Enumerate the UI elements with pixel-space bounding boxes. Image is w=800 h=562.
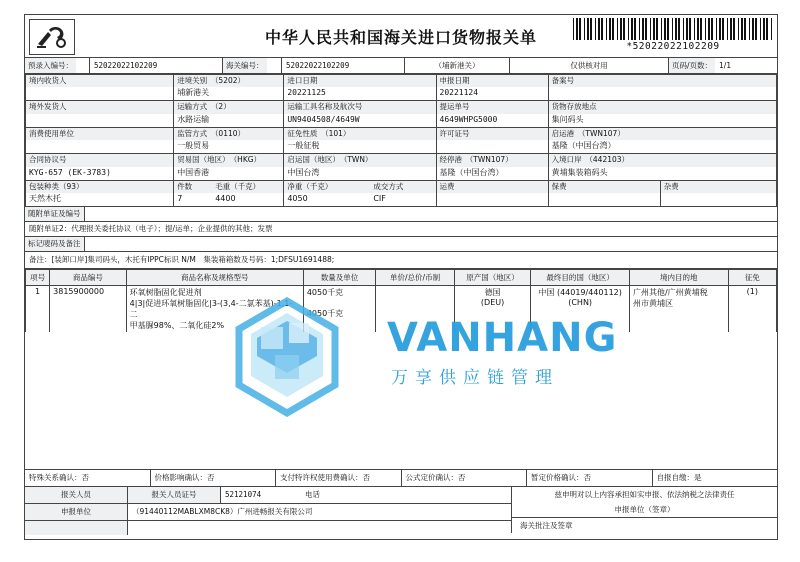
- levy-label: 征免性质: [287, 128, 318, 138]
- footer-right: [512, 487, 777, 533]
- load-port-name: 基隆（中国台湾）: [439, 167, 504, 177]
- transport-mode-code: （2）: [214, 102, 231, 112]
- pieces-value: 7: [177, 193, 183, 203]
- goods-section: [25, 269, 777, 470]
- grid-row-2: [26, 101, 777, 127]
- transport-mode-label: 运输方式: [177, 102, 208, 112]
- row-exempt: (1): [728, 285, 776, 332]
- declare-cert-value: 52121074: [225, 490, 262, 500]
- import-customs-label: 进境关别: [177, 76, 208, 85]
- net-label: 净重（千克）: [284, 181, 370, 193]
- contract-label: 合同协议号: [26, 154, 173, 166]
- row-name-line-2: 4|3|促进环氧树脂固化|3-(3,4-二氯苯基)-1,1-二: [129, 298, 293, 319]
- royalty-confirm: 支付特许权使用费确认：否: [276, 470, 402, 486]
- row-no: 1: [26, 285, 50, 332]
- top-info-row: [25, 58, 777, 74]
- customs-no-label-cell: [223, 58, 282, 73]
- page-label: 页码/页数：: [669, 58, 715, 73]
- pre-entry-value-cell: [90, 58, 223, 73]
- declare-date-value: 20221124: [439, 88, 479, 98]
- declare-blank-value: [128, 523, 138, 532]
- trade-country-code: （HKG）: [233, 155, 262, 165]
- trade-country-name: 中国香港: [177, 167, 210, 177]
- customs-no-label: 海关编号：: [223, 58, 267, 73]
- cell-transport-mode: [174, 101, 284, 127]
- cell-supervision: [174, 127, 284, 153]
- row-name-line-3: 甲基脲98%、二氧化硅2%: [129, 320, 225, 330]
- declare-date-label: 申报日期: [437, 75, 548, 87]
- col-origin: 原产国（地区）: [454, 269, 531, 285]
- declare-blank-label: [25, 521, 128, 535]
- package-value: 天然木托: [29, 193, 61, 203]
- cell-bill-no: [436, 101, 548, 127]
- terms-label: 成交方式: [370, 181, 435, 193]
- cell-insurance: [548, 180, 660, 206]
- row-origin-code: (DEU): [480, 297, 505, 307]
- cell-remark-no: [548, 75, 776, 101]
- cell-consignee: [26, 75, 174, 101]
- row-domestic-dest-line-1: 广州其他/广州黄埔税: [632, 287, 708, 297]
- customs-approval-row: [512, 518, 777, 534]
- goods-table: [25, 269, 777, 332]
- consignee-label: 境内收货人: [26, 75, 173, 87]
- storage-value: 集问码头: [551, 114, 584, 124]
- col-code: 商品编号: [50, 269, 127, 285]
- formula-price-confirm: 公式定价确认：否: [402, 470, 528, 486]
- declare-blank-row: [25, 521, 511, 535]
- vessel-label: 运输工具名称及航次号: [284, 101, 435, 113]
- audit-only-text: 仅供核对用: [570, 61, 608, 70]
- supervision-name: 一般贸易: [177, 141, 210, 151]
- supervision-code: （0110）: [214, 128, 246, 138]
- attachment-value-row: [25, 222, 777, 237]
- row-dest: [531, 285, 630, 332]
- row-dest-code: (CHN): [568, 297, 593, 307]
- cell-gross: [212, 181, 283, 206]
- load-port-label: 经停港: [439, 155, 463, 165]
- entry-port-label: 入境口岸: [551, 155, 582, 165]
- declare-cert-label: 报关人员证号: [128, 487, 221, 503]
- port-note: （埔新港关）: [434, 61, 480, 70]
- oversea-consignor-label: 境外发货人: [26, 101, 173, 113]
- cell-load-port: [436, 154, 548, 180]
- self-declare-confirm: 自报自缴：是: [656, 473, 702, 483]
- transport-mode-name: 水路运输: [177, 114, 210, 124]
- cell-pieces-gross: [174, 180, 284, 206]
- watermark-brand-cn: 万享供应链管理: [391, 367, 559, 388]
- bill-label: 提运单号: [437, 101, 548, 113]
- form-header: [25, 15, 777, 58]
- watermark-brand-en: VANHANG: [387, 314, 618, 361]
- cell-storage: [548, 101, 776, 127]
- row-qty-line-3: 4050千克: [306, 308, 344, 318]
- row-qty: [303, 285, 375, 332]
- cell-package: [26, 180, 174, 206]
- gross-label: 毛重（千克）: [212, 181, 283, 193]
- cell-declare-date: [436, 75, 548, 101]
- cell-levy: [284, 127, 436, 153]
- attachment-value: 随附单证2：代理报关委托协议（电子）；提/运单；企业提供的其他；发票: [29, 224, 273, 234]
- pre-entry-label-cell: [25, 58, 90, 73]
- row-name-line-1: 环氧树脂固化促进剂: [129, 287, 202, 297]
- cell-misc: [660, 180, 776, 206]
- package-label: 包装种类（93）: [26, 181, 173, 193]
- footer-left: [25, 487, 512, 533]
- marks-value-row: [25, 252, 777, 269]
- declare-unit-row: [25, 504, 511, 521]
- marks-value: 备注：[装卸口岸]集司码头，木托有IPPC标识 N/M 集装箱箱数及号码：1;DFSU1691488;: [29, 255, 335, 265]
- customs-approval-label: 海关批注及签章: [520, 521, 573, 531]
- declaration-form: [24, 14, 778, 540]
- grid-row-1: [26, 75, 777, 101]
- license-value: [437, 140, 548, 143]
- port-note-cell: [405, 58, 510, 73]
- dispatch-country-label: 启运国（地区）: [287, 155, 337, 165]
- license-label: 许可证号: [437, 128, 548, 140]
- attachment-label: 随附单证及编号: [25, 207, 85, 221]
- cell-vessel: [284, 101, 436, 127]
- attachment-header-row: [25, 207, 777, 222]
- levy-name: 一般征税: [287, 141, 320, 151]
- row-domestic-dest-line-2: 州市黄埔区: [632, 298, 673, 308]
- import-customs-name: 埔新港关: [177, 88, 210, 98]
- oversea-consignor-value: [26, 114, 173, 127]
- freight-value: [437, 193, 548, 206]
- cell-entry-port: [548, 154, 776, 180]
- confirmation-row: [25, 470, 777, 487]
- col-qty: 数量及单位: [303, 269, 375, 285]
- row-dest-name: 中国 (44019/440112): [538, 287, 622, 297]
- row-name: [126, 285, 303, 332]
- insurance-value: [549, 193, 660, 206]
- vessel-value: UN9404508/4649W: [287, 114, 360, 124]
- entry-port-code: （442103）: [589, 155, 630, 165]
- cell-contract: [26, 154, 174, 180]
- misc-value: [661, 193, 776, 206]
- dispatch-country-code: （TWN）: [343, 155, 373, 165]
- cell-pieces: [174, 181, 212, 206]
- declare-person-row: [25, 487, 511, 504]
- cell-oversea-consignor: [26, 101, 174, 127]
- cell-terms: [370, 181, 435, 206]
- grid-row-5: [26, 180, 777, 206]
- dispatch-country-name: 中国台湾: [287, 167, 320, 177]
- col-name: 商品名称及规格型号: [126, 269, 303, 285]
- dispatch-port-label: 启运港: [551, 128, 575, 138]
- goods-table-header: [26, 269, 777, 285]
- terms-value: CIF: [373, 193, 386, 203]
- bill-value: 4649WHPG5000: [439, 114, 498, 124]
- load-port-code: （TWN107）: [469, 155, 513, 165]
- dispatch-port-code: （TWN107）: [581, 128, 625, 138]
- special-relation-confirm: 特殊关系确认：否: [25, 470, 151, 486]
- row-origin-name: 德国: [484, 287, 501, 297]
- customs-no-value: 52022022102209: [286, 61, 350, 70]
- grid-row-4: [26, 154, 777, 180]
- remark-no-label: 备案号: [549, 75, 776, 87]
- freight-label: 运费: [437, 181, 548, 193]
- grid-row-3: [26, 127, 777, 153]
- cell-import-customs: [174, 75, 284, 101]
- marks-label: 标记唛码及备注: [25, 237, 85, 251]
- misc-label: 杂费: [661, 181, 776, 193]
- entry-port-name: 黄埔集装箱码头: [551, 167, 608, 177]
- col-dest: 最终目的国（地区）: [531, 269, 630, 285]
- import-date-value: 20221125: [287, 88, 326, 98]
- page-count-cell: [669, 58, 777, 73]
- declare-unit-label: 申报单位: [25, 504, 128, 520]
- barcode-image: [573, 18, 773, 40]
- pre-entry-value: 52022022102209: [94, 61, 158, 70]
- statement-block: [512, 487, 777, 518]
- cell-dispatch-country: [284, 154, 436, 180]
- customs-no-value-cell: [282, 58, 405, 73]
- phone-label: 电话: [305, 490, 320, 500]
- pieces-label: 件数: [174, 181, 212, 193]
- cell-freight: [436, 180, 548, 206]
- seal-label: 申报单位（签章）: [614, 504, 675, 514]
- net-value: 4050: [287, 193, 308, 203]
- import-date-label: 进口日期: [284, 75, 435, 87]
- insurance-label: 保费: [549, 181, 660, 193]
- cell-net-terms: [284, 180, 436, 206]
- table-row: [26, 285, 777, 332]
- barcode-number: *52022022102209: [626, 41, 720, 52]
- row-price: [376, 285, 455, 332]
- col-no: 项号: [26, 269, 50, 285]
- col-exempt: 征免: [728, 269, 776, 285]
- main-field-grid: [25, 74, 777, 207]
- cell-import-date: [284, 75, 436, 101]
- import-customs-code: （5202）: [214, 76, 246, 85]
- marks-header-row: [25, 237, 777, 252]
- remark-no-value: [549, 87, 776, 90]
- col-price: 单价/总价/币制: [376, 269, 455, 285]
- contract-value: KYG-657 (EK-3783): [29, 167, 111, 177]
- cell-trade-country: [174, 154, 284, 180]
- storage-label: 货物存放地点: [549, 101, 776, 113]
- page-title: 中华人民共和国海关进口货物报关单: [264, 28, 537, 47]
- row-code: 3815900000: [50, 285, 127, 332]
- form-footer: [25, 487, 777, 533]
- gross-value: 4400: [215, 193, 236, 203]
- dispatch-port-name: 基隆（中国台湾）: [551, 141, 616, 151]
- levy-code: （101）: [324, 128, 351, 138]
- consignee-value: [26, 87, 173, 90]
- declare-unit-value: （91440112MABLXM8CK8）广州进畅报关有限公司: [132, 507, 313, 517]
- page-value: 1/1: [719, 61, 732, 70]
- cell-dispatch-port: [548, 127, 776, 153]
- consumer-label: 消费使用单位: [26, 128, 173, 140]
- row-domestic-dest: [629, 285, 728, 332]
- statement-text: 兹申明对以上内容承担如实申报、依法纳税之法律责任: [554, 489, 735, 499]
- supervision-label: 监管方式: [177, 128, 208, 138]
- provisional-price-confirm: 暂定价格确认：否: [527, 470, 653, 486]
- col-domestic-dest: 境内目的地: [629, 269, 728, 285]
- cell-net: [284, 181, 370, 206]
- cell-license: [436, 127, 548, 153]
- row-origin: [454, 285, 531, 332]
- row-qty-line-1: 4050千克: [306, 287, 344, 297]
- declare-person-label: 报关人员: [25, 487, 128, 503]
- audit-only-cell: [510, 58, 669, 73]
- price-influence-confirm: 价格影响确认：否: [151, 470, 277, 486]
- trade-country-label: 贸易国（地区）: [177, 155, 226, 165]
- pre-entry-label: 预录入编号：: [25, 58, 76, 73]
- consumer-value: [26, 140, 173, 153]
- cell-consumer: [26, 127, 174, 153]
